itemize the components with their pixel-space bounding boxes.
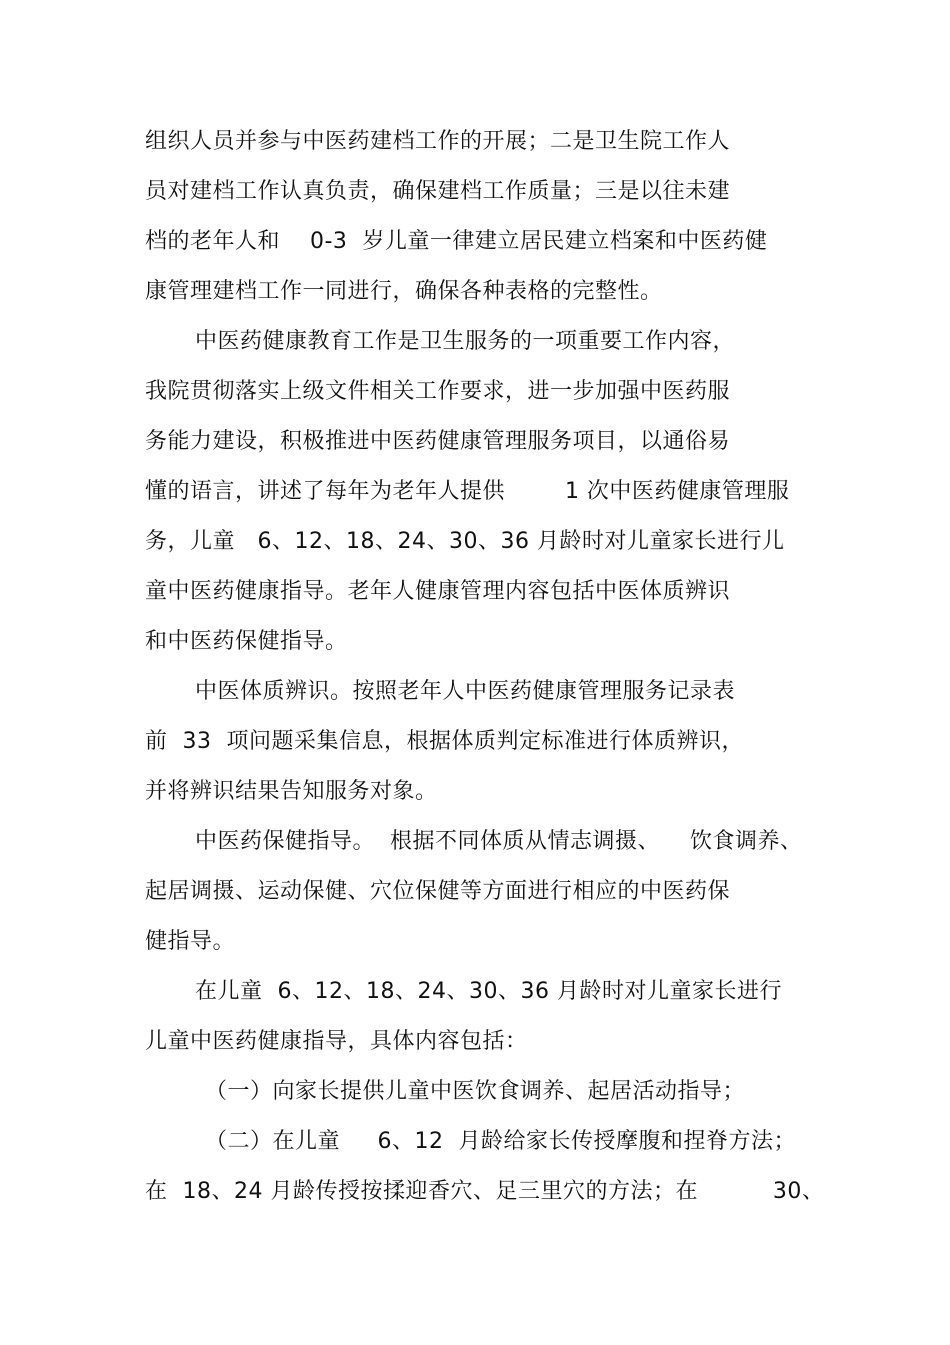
text-line: 儿童中医药健康指导，具体内容包括：	[145, 1029, 528, 1054]
text-line: 前 33 项问题采集信息，根据体质判定标准进行体质辨识，	[145, 729, 744, 754]
text-line: 康管理建档工作一同进行，确保各种表格的完整性。	[145, 279, 663, 304]
paragraph-start: 中医体质辨识。按照老年人中医药健康管理服务记录表	[195, 679, 736, 704]
text-line: 起居调摄、运动保健、穴位保健等方面进行相应的中医药保	[145, 879, 731, 904]
paragraph-start: 中医药保健指导。 根据不同体质从情志调摄、 饮食调养、	[195, 829, 803, 854]
text-line: 档的老年人和 0-3 岁儿童一律建立居民建立档案和中医药健	[145, 229, 768, 254]
text-line: 在 18、24 月龄传授按揉迎香穴、足三里穴的方法；在 30、	[145, 1179, 825, 1204]
paragraph-start: 中医药健康教育工作是卫生服务的一项重要工作内容，	[195, 329, 736, 354]
text-line: 我院贯彻落实上级文件相关工作要求，进一步加强中医药服	[145, 379, 731, 404]
text-line: 务能力建设，积极推进中医药健康管理服务项目，以通俗易	[145, 429, 731, 454]
paragraph-start: 在儿童 6、12、18、24、30、36 月龄时对儿童家长进行	[195, 979, 782, 1004]
text-line: 员对建档工作认真负责，确保建档工作质量；三是以往未建	[145, 179, 731, 204]
list-item: （二）在儿童 6、12 月龄给家长传授摩腹和捏脊方法；	[205, 1129, 796, 1154]
list-item: （一）向家长提供儿童中医饮食调养、起居活动指导；	[205, 1079, 746, 1104]
text-line: 健指导。	[145, 929, 236, 954]
text-line: 并将辨识结果告知服务对象。	[145, 779, 438, 804]
text-line: 和中医药保健指导。	[145, 629, 348, 654]
text-line: 务，儿童 6、12、18、24、30、36 月龄时对儿童家长进行儿	[145, 529, 785, 554]
text-line: 童中医药健康指导。老年人健康管理内容包括中医体质辨识	[145, 579, 731, 604]
text-line: 组织人员并参与中医药建档工作的开展；二是卫生院工作人	[145, 129, 731, 154]
text-line: 懂的语言，讲述了每年为老年人提供 1 次中医药健康管理服	[145, 479, 790, 504]
